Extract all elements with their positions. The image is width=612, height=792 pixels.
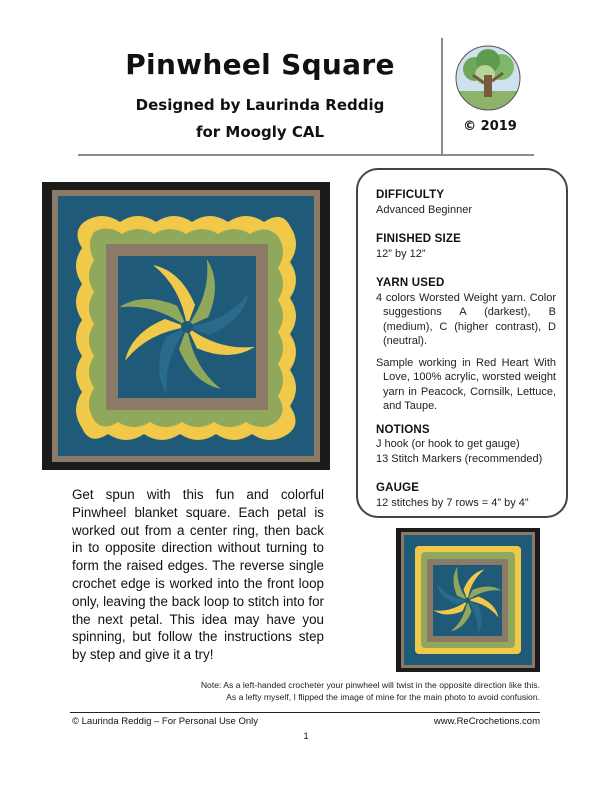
yarn-sample-description: Sample working in Red Heart With Love, 100% acrylic, worsted weight yarn in Peacock, Cornsilk, Lettuce, and Taupe. xyxy=(376,356,556,412)
yarn-description: 4 colors Worsted Weight yarn. Color suggestions A (darkest), B (medium), C (higher contrast), D (neutral). xyxy=(376,291,556,347)
tree-logo xyxy=(455,45,521,111)
header-vertical-divider xyxy=(441,38,443,155)
footer-divider xyxy=(70,712,540,713)
difficulty-label: DIFFICULTY xyxy=(376,189,445,201)
left-handed-note xyxy=(80,679,540,703)
notions-item-hook: J hook (or hook to get gauge) xyxy=(376,438,520,450)
cal-line: for Moogly CAL xyxy=(195,123,325,141)
finished-size-label: FINISHED SIZE xyxy=(376,233,462,245)
page-title: Pinwheel Square xyxy=(125,48,395,81)
notions-label: NOTIONS xyxy=(376,423,430,436)
designer-line: Designed by Laurinda Reddig xyxy=(135,96,385,114)
note-line-1: Note: As a left-handed crocheter your pinwheel will twist in the opposite direction like this. xyxy=(200,680,540,690)
gauge-label: GAUGE xyxy=(376,482,420,494)
page-number: 1 xyxy=(303,731,309,742)
finished-size-value: 12” by 12” xyxy=(376,247,426,260)
yarn-label: YARN USED xyxy=(376,277,445,289)
note-line-2: As a lefty myself, I flipped the image of mine for the main photo to avoid confusion. xyxy=(226,692,540,702)
gauge-value: 12 stitches by 7 rows = 4” by 4” xyxy=(376,496,529,509)
difficulty-value: Advanced Beginner xyxy=(376,203,473,216)
notions-item-markers: 13 Stitch Markers (recommended) xyxy=(376,452,543,465)
left-handed-square-photo xyxy=(396,528,540,672)
main-square-photo xyxy=(42,182,330,470)
intro-paragraph: Get spun with this fun and colorful Pinwheel blanket square. Each petal is worked out from a center ring, then back in to opposite direction without turning to form the raised edges. The reverse single crochet edge is worked into the front loop only, leaving the back loop to stitch into for the next petal. This idea may have you spinning, but follow the instructions step by step and give it a try! xyxy=(72,487,324,663)
footer-website-link[interactable]: www.ReCrochetions.com xyxy=(433,716,540,727)
footer-copyright: © Laurinda Reddig – For Personal Use Only xyxy=(72,716,259,727)
header-horizontal-divider xyxy=(78,154,534,156)
copyright-text: © 2019 xyxy=(463,119,517,134)
pattern-specs-box xyxy=(356,168,568,518)
